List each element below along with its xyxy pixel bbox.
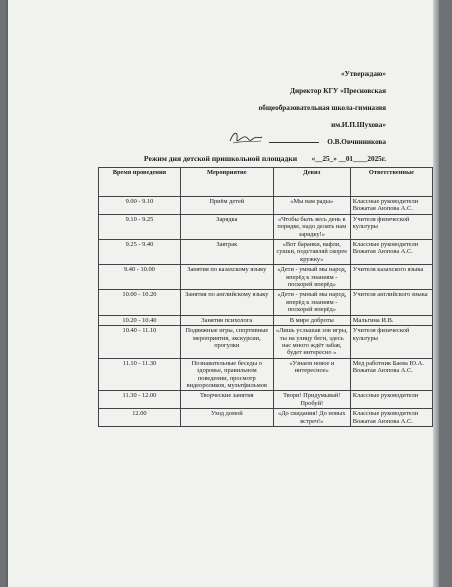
- header-responsible: Ответственные: [350, 168, 432, 197]
- cell-responsible: Учителя казахского языка: [350, 265, 432, 290]
- schedule-table: [98, 167, 433, 427]
- header-event: Мероприятие: [180, 168, 273, 197]
- cell-time: 10.20 - 10.40: [99, 315, 181, 325]
- table-row: [99, 290, 433, 315]
- table-row: [99, 326, 433, 359]
- cell-motto: «Лишь услышав зов игры, ты на улицу беги, здесь нас много ждёт забав, будет интересно »: [273, 326, 350, 359]
- document-page: [8, 0, 433, 587]
- cell-time: 9.25 - 9.40: [99, 240, 181, 265]
- approval-school-name: им.И.П.Шухова»: [331, 121, 386, 129]
- cell-responsible: Учителя физической культуры: [350, 326, 432, 359]
- table-row: [99, 240, 433, 265]
- approval-date: «__25_» __01____2025г.: [311, 155, 386, 163]
- cell-motto: В мире доброты: [273, 315, 350, 325]
- cell-time: 10.00 - 10.20: [99, 290, 181, 315]
- approval-title: «Утверждаю»: [341, 70, 386, 78]
- table-header-row: [99, 168, 433, 197]
- signature-mark: [228, 129, 264, 147]
- cell-event: Познавательные беседы о здоровье, правильном поведении, просмотр видеороликов, мультфильмов: [180, 358, 273, 391]
- table-row: [99, 315, 433, 325]
- table-row: [99, 391, 433, 409]
- cell-event: Занятия по английскому языку: [180, 290, 273, 315]
- cell-responsible: Классные руководители Вожатая Аюпова А.С.: [350, 409, 432, 427]
- page-edge: [433, 0, 439, 587]
- table-row: [99, 358, 433, 391]
- cell-time: 10.40 - 11.10: [99, 326, 181, 359]
- cell-event: Приём детей: [180, 197, 273, 215]
- cell-event: Уход домой: [180, 409, 273, 427]
- table-row: [99, 197, 433, 215]
- signature-line: [269, 142, 319, 143]
- cell-event: Подвижные игры, спортивные мероприятия, экскурсии, прогулки: [180, 326, 273, 359]
- cell-event: Занятия психолога: [180, 315, 273, 325]
- cell-event: Творческие занятия: [180, 391, 273, 409]
- cell-motto: «Узнаем новое и интересное»: [273, 358, 350, 391]
- header-motto: Девиз: [273, 168, 350, 197]
- approval-school: общеобразовательная школа-гимназия: [258, 104, 386, 112]
- cell-time: 11.10 - 11.30: [99, 358, 181, 391]
- signature-row: [166, 134, 386, 151]
- table-row: [99, 265, 433, 290]
- table-row: [99, 214, 433, 239]
- cell-time: 9.40 - 10.00: [99, 265, 181, 290]
- document-title: Режим дня детской пришкольной площадки: [143, 154, 298, 163]
- cell-responsible: Мед работник Баева Ю.А. Вожатая Аюпова А.С.: [350, 358, 432, 391]
- cell-event: Завтрак: [180, 240, 273, 265]
- cell-time: 12.00: [99, 409, 181, 427]
- approval-signer: О.В.Овчинникова: [327, 138, 386, 146]
- cell-event: Занятия по казахскому языку: [180, 265, 273, 290]
- cell-motto: «До свидания! До новых встреч!»: [273, 409, 350, 427]
- cell-responsible: Учителя английского языка: [350, 290, 432, 315]
- cell-responsible: Классные руководители Вожатая Аюпова А.С.: [350, 240, 432, 265]
- table-row: [99, 409, 433, 427]
- cell-motto: «Вот баранки, вафли, сушки, подставляй скорее кружку»: [273, 240, 350, 265]
- cell-motto: «Дети - умный мы народ, вперёд к знаниям - поскорей вперёд»: [273, 265, 350, 290]
- cell-motto: «Дети - умный мы народ, вперёд к знаниям - поскорей вперёд»: [273, 290, 350, 315]
- approval-position: Директор КГУ «Пресновская: [290, 87, 386, 95]
- cell-responsible: Классные руководители Вожатая Аюпова А.С.: [350, 197, 432, 215]
- cell-event: Зарядка: [180, 214, 273, 239]
- cell-time: 9.10 - 9.25: [99, 214, 181, 239]
- cell-time: 9.00 - 9.10: [99, 197, 181, 215]
- cell-motto: Твори! Придумывай! Пробуй!: [273, 391, 350, 409]
- cell-motto: «Чтобы быть весь день в порядке, надо делать нам зарядку!»: [273, 214, 350, 239]
- cell-responsible: Учителя физической культуры: [350, 214, 432, 239]
- header-time: Время проведения: [99, 168, 181, 197]
- cell-responsible: Классные руководители: [350, 391, 432, 409]
- cell-responsible: Мальгина И.В.: [350, 315, 432, 325]
- cell-time: 11.30 - 12.00: [99, 391, 181, 409]
- approval-block: [166, 66, 386, 168]
- cell-motto: «Мы вам рады»: [273, 197, 350, 215]
